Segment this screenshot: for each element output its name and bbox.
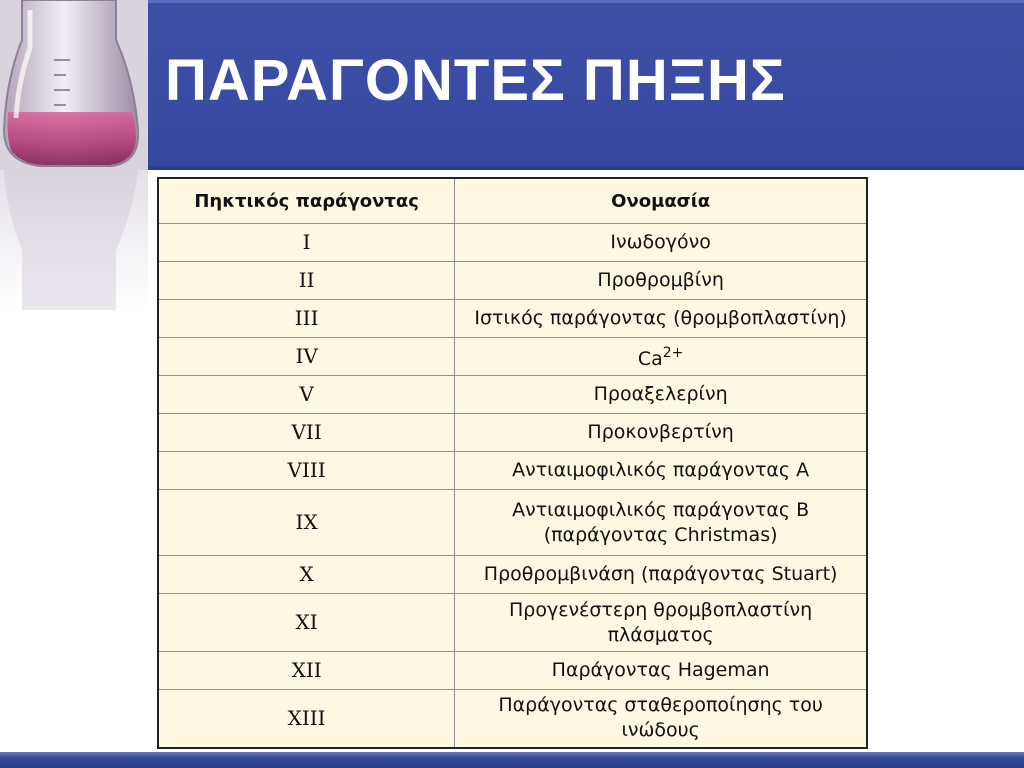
factor-cell: II bbox=[158, 262, 455, 300]
table-row bbox=[158, 490, 867, 556]
table-row bbox=[158, 300, 867, 338]
factor-cell: VII bbox=[158, 414, 455, 452]
name-line: Αντιαιμοφιλικός παράγοντας Α bbox=[512, 459, 810, 481]
factor-cell: IX bbox=[158, 490, 455, 556]
table-row bbox=[158, 690, 867, 748]
name-line: Προθρομβινάση (παράγοντας Stuart) bbox=[483, 563, 838, 585]
table-row bbox=[158, 414, 867, 452]
name-cell bbox=[455, 556, 867, 594]
name-cell bbox=[455, 652, 867, 690]
coagulation-factors-table bbox=[157, 177, 868, 749]
name-cell bbox=[455, 594, 867, 652]
factor-cell: IV bbox=[158, 338, 455, 376]
factor-cell: VIII bbox=[158, 452, 455, 490]
name-cell bbox=[455, 300, 867, 338]
name-line: Προγενέστερη θρομβοπλαστίνη bbox=[509, 598, 813, 621]
name-line: Προθρομβίνη bbox=[597, 269, 724, 291]
table-row bbox=[158, 652, 867, 690]
name-line: πλάσματος bbox=[607, 623, 714, 646]
factor-cell: I bbox=[158, 224, 455, 262]
name-cell bbox=[455, 490, 867, 556]
name-line: (παράγοντας Christmas) bbox=[543, 523, 778, 546]
header-name: Ονομασία bbox=[455, 178, 867, 224]
name-cell bbox=[455, 224, 867, 262]
table-row bbox=[158, 262, 867, 300]
flask-image bbox=[0, 0, 148, 170]
factor-cell: XI bbox=[158, 594, 455, 652]
slide-title: ΠΑΡΑΓΟΝΤΕΣ ΠΗΞΗΣ bbox=[165, 48, 786, 113]
table-row bbox=[158, 452, 867, 490]
calcium-charge: 2+ bbox=[662, 345, 684, 361]
table-row bbox=[158, 556, 867, 594]
flask-reflection bbox=[0, 170, 148, 310]
name-line: Ινωδογόνο bbox=[610, 231, 711, 253]
name-line: Παράγοντας Hageman bbox=[551, 659, 770, 681]
table-row bbox=[158, 338, 867, 376]
factor-cell: XII bbox=[158, 652, 455, 690]
table-row bbox=[158, 376, 867, 414]
name-cell bbox=[455, 690, 867, 748]
name-cell bbox=[455, 376, 867, 414]
name-line: Παράγοντας σταθεροποίησης του bbox=[498, 694, 823, 717]
name-cell bbox=[455, 414, 867, 452]
header-factor: Πηκτικός παράγοντας bbox=[158, 178, 455, 224]
table-row bbox=[158, 594, 867, 652]
factor-cell: X bbox=[158, 556, 455, 594]
table-row bbox=[158, 224, 867, 262]
name-line: Προκονβερτίνη bbox=[587, 421, 734, 443]
factor-cell: III bbox=[158, 300, 455, 338]
name-cell bbox=[455, 452, 867, 490]
factor-cell: V bbox=[158, 376, 455, 414]
name-line: Ca bbox=[637, 348, 663, 370]
name-cell bbox=[455, 262, 867, 300]
name-line: Αντιαιμοφιλικός παράγοντας Β bbox=[512, 498, 810, 521]
bottom-band bbox=[0, 752, 1024, 768]
name-line: Προαξελερίνη bbox=[593, 383, 728, 405]
name-line: ινώδους bbox=[621, 719, 700, 742]
factor-cell: XIII bbox=[158, 690, 455, 748]
name-cell bbox=[455, 338, 867, 376]
table-header-row bbox=[158, 178, 867, 224]
name-line: Ιστικός παράγοντας (θρομβοπλαστίνη) bbox=[474, 307, 847, 329]
